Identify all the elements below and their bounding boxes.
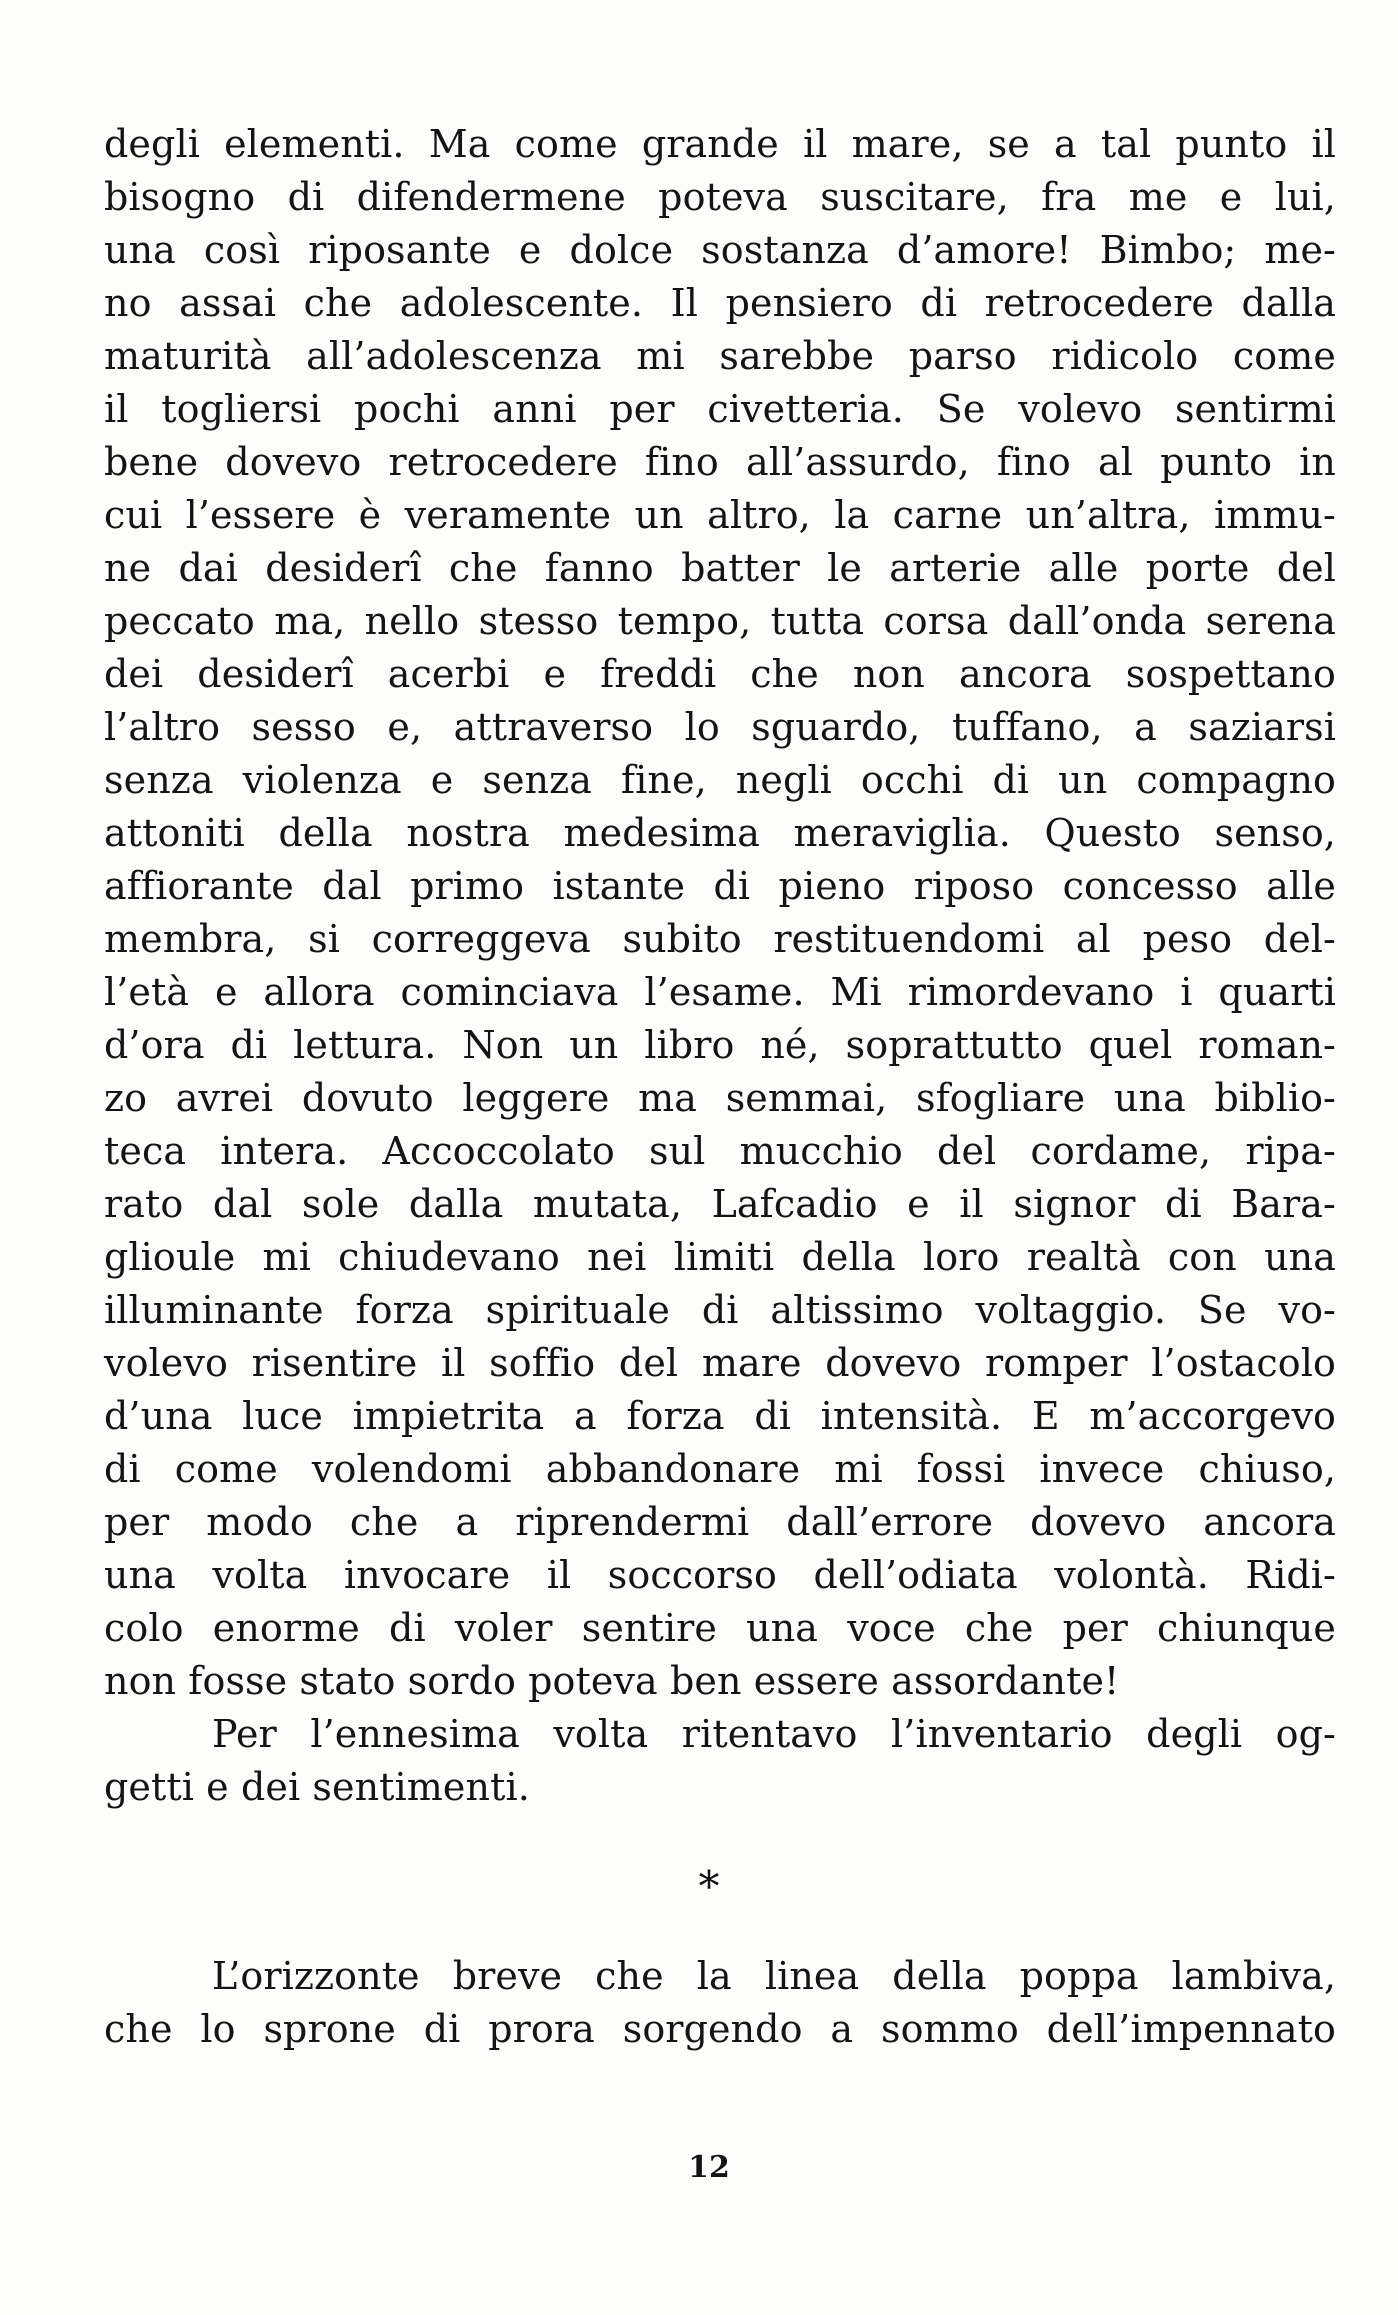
text-line: degli elementi. Ma come grande il mare, se a tal punto il <box>104 122 1336 166</box>
text-line: cui l’essere è veramente un altro, la carne un’altra, immu- <box>104 493 1336 537</box>
text-line: illuminante forza spirituale di altissimo voltaggio. Se vo- <box>104 1288 1336 1332</box>
section-text <box>104 1950 1336 2056</box>
text-line: d’ora di lettura. Non un libro né, soprattutto quel roman- <box>104 1023 1336 1067</box>
text-line: rato dal sole dalla mutata, Lafcadio e il signor di Bara- <box>104 1182 1336 1226</box>
text-line: una volta invocare il soccorso dell’odiata volontà. Ridi- <box>104 1553 1336 1597</box>
text-line: bene dovevo retrocedere fino all’assurdo, fino al punto in <box>104 440 1336 484</box>
text-line: Per l’ennesima volta ritentavo l’inventario degli og- <box>212 1712 1336 1756</box>
text-line: teca intera. Accoccolato sul mucchio del cordame, ripa- <box>104 1129 1336 1173</box>
text-line: maturità all’adolescenza mi sarebbe parso ridicolo come <box>104 334 1336 378</box>
text-line: senza violenza e senza fine, negli occhi di un compagno <box>104 758 1336 802</box>
text-line: il togliersi pochi anni per civetteria. Se volevo sentirmi <box>104 387 1336 431</box>
text-line: L’orizzonte breve che la linea della poppa lambiva, <box>212 1954 1336 1998</box>
text-line: di come volendomi abbandonare mi fossi invece chiuso, <box>104 1447 1336 1491</box>
text-line: zo avrei dovuto leggere ma semmai, sfogliare una biblio- <box>104 1076 1336 1120</box>
text-line: peccato ma, nello stesso tempo, tutta corsa dall’onda serena <box>104 599 1336 643</box>
text-line: non fosse stato sordo poteva ben essere assordante! <box>104 1659 1120 1703</box>
text-line: l’età e allora cominciava l’esame. Mi rimordevano i quarti <box>104 970 1336 1014</box>
text-line: membra, si correggeva subito restituendomi al peso del- <box>104 917 1336 961</box>
text-line: glioule mi chiudevano nei limiti della loro realtà con una <box>104 1235 1336 1279</box>
text-line: ne dai desiderî che fanno batter le arterie alle porte del <box>104 546 1336 590</box>
text-line: getti e dei sentimenti. <box>104 1765 530 1809</box>
text-line: per modo che a riprendermi dall’errore dovevo ancora <box>104 1500 1336 1544</box>
text-line: attoniti della nostra medesima meraviglia. Questo senso, <box>104 811 1336 855</box>
text-line: volevo risentire il soffio del mare dovevo romper l’ostacolo <box>104 1341 1336 1385</box>
text-line: affiorante dal primo istante di pieno riposo concesso alle <box>104 864 1336 908</box>
text-line: dei desiderî acerbi e freddi che non ancora sospettano <box>104 652 1336 696</box>
text-line: d’una luce impietrita a forza di intensità. E m’accorgevo <box>104 1394 1336 1438</box>
text-line: che lo sprone di prora sorgendo a sommo dell’impennato <box>104 2007 1336 2051</box>
text-line: una così riposante e dolce sostanza d’amore! Bimbo; me- <box>104 228 1336 272</box>
page-number: 12 <box>688 2150 730 2185</box>
text-line: bisogno di difendermene poteva suscitare, fra me e lui, <box>104 175 1336 219</box>
section-separator: * <box>698 1862 720 1911</box>
text-line: no assai che adolescente. Il pensiero di retrocedere dalla <box>104 281 1336 325</box>
text-line: colo enorme di voler sentire una voce che per chiunque <box>104 1606 1336 1650</box>
text-line: l’altro sesso e, attraverso lo sguardo, tuffano, a saziarsi <box>104 705 1336 749</box>
main-text <box>104 118 1336 1814</box>
